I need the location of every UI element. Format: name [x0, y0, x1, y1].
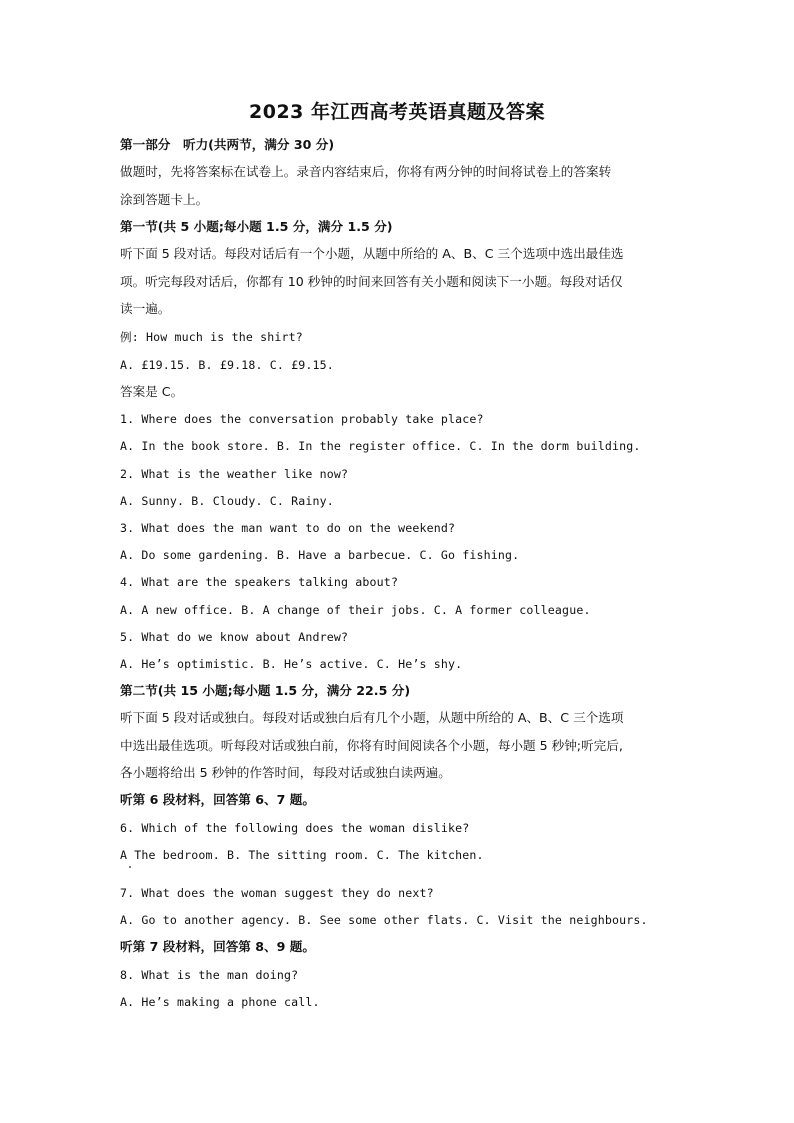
part1-instruction-line2: 涂到答题卡上。 [120, 192, 209, 207]
question-2: 2. What is the weather like now? [120, 467, 349, 481]
section1-instruction-line1: 听下面 5 段对话。每段对话后有一个小题，从题中所给的 A、B、C 三个选项中选出最佳选 [120, 246, 624, 261]
part1-instruction-line1: 做题时，先将答案标在试卷上。录音内容结束后，你将有两分钟的时间将试卷上的答案转 [120, 164, 612, 179]
question-1: 1. Where does the conversation probably take place? [120, 412, 484, 426]
example-answer: 答案是 C。 [120, 384, 184, 399]
material-7-heading: 听第 7 段材料，回答第 8、9 题。 [120, 939, 315, 954]
question-3-options: A. Do some gardening. B. Have a barbecue. C. Go fishing. [120, 548, 520, 562]
question-5-options: A. He’s optimistic. B. He’s active. C. He’s shy. [120, 657, 463, 671]
question-7-options: A. Go to another agency. B. See some other flats. C. Visit the neighbours. [120, 913, 648, 927]
question-8: 8. What is the man doing? [120, 968, 299, 982]
question-7: 7. What does the woman suggest they do next? [120, 886, 434, 900]
section2-instruction-line1: 听下面 5 段对话或独白。每段对话或独白后有几个小题，从题中所给的 A、B、C 三个选项 [120, 710, 624, 725]
question-5: 5. What do we know about Andrew? [120, 630, 349, 644]
question-1-options: A. In the book store. B. In the register office. C. In the dorm building. [120, 439, 641, 453]
part1-heading: 第一部分 听力(共两节，满分 30 分) [120, 137, 335, 152]
question-6: 6. Which of the following does the woman dislike? [120, 821, 470, 835]
question-6-options: A The bedroom. B. The sitting room. C. The kitchen. [120, 848, 484, 862]
stray-dot-mark [129, 866, 131, 868]
question-3: 3. What does the man want to do on the weekend? [120, 521, 456, 535]
section1-instruction-line3: 读一遍。 [120, 301, 171, 316]
page-title: 2023 年江西高考英语真题及答案 [249, 101, 545, 123]
section2-instruction-line3: 各小题将给出 5 秒钟的作答时间，每段对话或独白读两遍。 [120, 765, 451, 780]
section2-heading: 第二节(共 15 小题;每小题 1.5 分，满分 22.5 分) [120, 683, 411, 698]
section1-instruction-line2: 项。听完每段对话后，你都有 10 秒钟的时间来回答有关小题和阅读下一小题。每段对话仅 [120, 274, 623, 289]
example-question: 例: How much is the shirt? [120, 330, 303, 344]
material-6-heading: 听第 6 段材料，回答第 6、7 题。 [120, 792, 315, 807]
section1-heading: 第一节(共 5 小题;每小题 1.5 分，满分 1.5 分) [120, 219, 393, 234]
question-4: 4. What are the speakers talking about? [120, 575, 399, 589]
question-2-options: A. Sunny. B. Cloudy. C. Rainy. [120, 494, 334, 508]
example-options: A. £19.15. B. £9.18. C. £9.15. [120, 358, 334, 372]
question-8-option-a: A. He’s making a phone call. [120, 995, 320, 1009]
section2-instruction-line2: 中选出最佳选项。听每段对话或独白前，你将有时间阅读各个小题，每小题 5 秒钟;听完后, [120, 738, 623, 753]
question-4-options: A. A new office. B. A change of their jobs. C. A former colleague. [120, 603, 591, 617]
